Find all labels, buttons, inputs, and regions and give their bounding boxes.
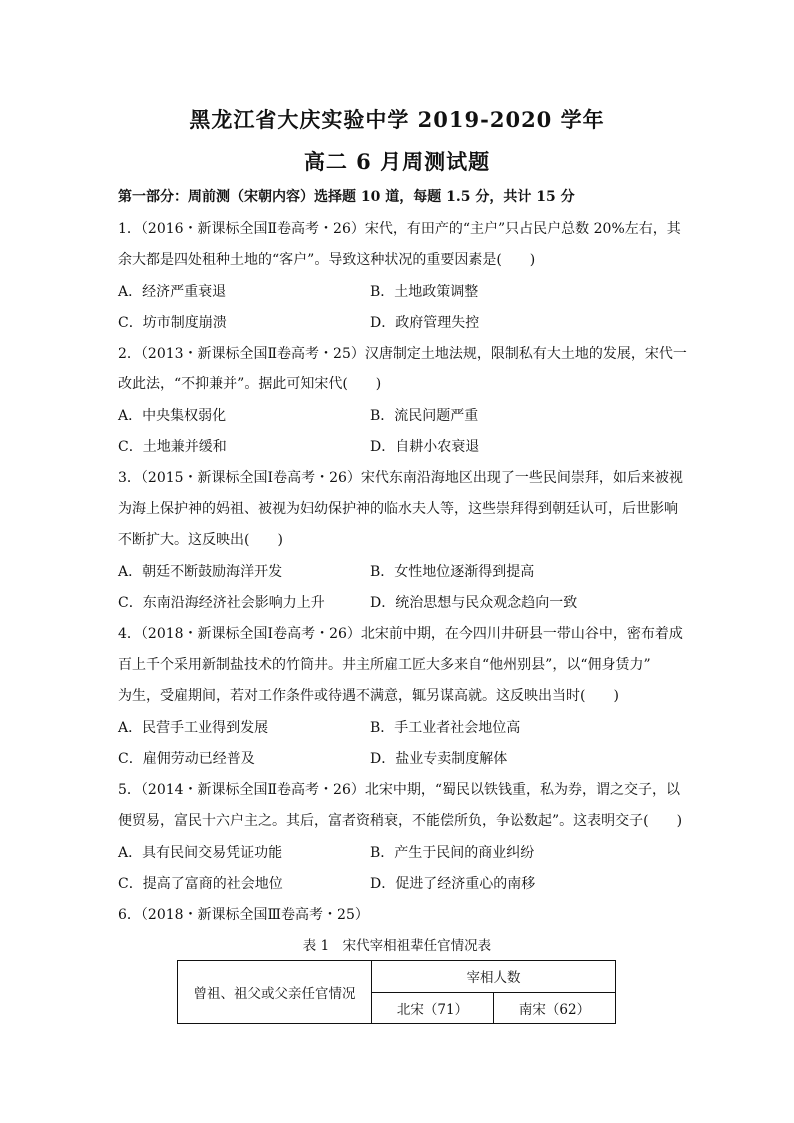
question-2-line-1: 2．（2013・新课标全国Ⅱ卷高考・25）汉唐制定土地法规，限制私有大土地的发展，宋代一 <box>118 346 687 362</box>
question-1-line-1: 1．（2016・新课标全国Ⅱ卷高考・26）宋代，有田产的“主户”只占民户总数 20%左右，其 <box>118 221 681 237</box>
question-1-option-b: B．土地政策调整 <box>370 284 479 300</box>
question-2-option-b: B．流民问题严重 <box>370 408 479 424</box>
question-1-option-c: C．坊市制度崩溃 <box>118 315 227 331</box>
exam-title-line1: 黑龙江省大庆实验中学 2019-2020 学年 <box>189 107 605 132</box>
question-4-line-2: 百上千个采用新制盐技术的竹筒井。井主所雇工匠大多来自“他州别县”，以“佣身赁力” <box>118 657 651 673</box>
question-3-option-d: D．统治思想与民众观念趋向一致 <box>370 595 578 611</box>
table-col-northern-song: 北宋（71） <box>372 992 494 1024</box>
table-group-header: 宰相人数 <box>372 961 616 993</box>
official-ranks-table <box>177 960 616 1024</box>
question-3-line-3: 不断扩大。这反映出( ) <box>118 532 283 548</box>
question-2-option-d: D．自耕小农衰退 <box>370 439 480 455</box>
question-6-line-1: 6．（2018・新课标全国Ⅲ卷高考・25） <box>118 907 369 923</box>
question-2-option-a: A．中央集权弱化 <box>118 408 227 424</box>
question-4-option-b: B．手工业者社会地位高 <box>370 720 521 736</box>
question-3-line-1: 3．（2015・新课标全国Ⅰ卷高考・26）宋代东南沿海地区出现了一些民间崇拜，如后来被视 <box>118 470 683 486</box>
question-1-line-2: 余大都是四处租种土地的“客户”。导致这种状况的重要因素是( ) <box>118 252 536 268</box>
question-4-option-d: D．盐业专卖制度解体 <box>370 751 508 767</box>
question-1-option-a: A．经济严重衰退 <box>118 284 227 300</box>
table-row-header: 曾祖、祖父或父亲任官情况 <box>178 961 372 1024</box>
table-caption: 表 1 宋代宰相祖辈任官情况表 <box>302 938 492 954</box>
exam-title-line2: 高二 6 月周测试题 <box>303 149 491 174</box>
section-heading: 第一部分：周前测（宋朝内容）选择题 10 道，每题 1.5 分，共计 15 分 <box>118 189 575 205</box>
table-col-southern-song: 南宋（62） <box>494 992 616 1024</box>
question-2-line-2: 改此法，“不抑兼并”。据此可知宋代( ) <box>118 376 382 392</box>
question-5-line-2: 便贸易，富民十六户主之。其后，富者资稍衰，不能偿所负，争讼数起”。这表明交子( ) <box>118 813 683 829</box>
question-4-line-1: 4．（2018・新课标全国Ⅰ卷高考・26）北宋前中期，在今四川井研县一带山谷中，密布着成 <box>118 626 683 642</box>
question-3-option-a: A．朝廷不断鼓励海洋开发 <box>118 564 283 580</box>
question-3-option-b: B．女性地位逐渐得到提高 <box>370 564 535 580</box>
question-4-option-c: C．雇佣劳动已经普及 <box>118 751 255 767</box>
question-5-option-b: B．产生于民间的商业纠纷 <box>370 845 535 861</box>
question-5-option-c: C．提高了富商的社会地位 <box>118 876 283 892</box>
question-3-line-2: 为海上保护神的妈祖、被视为妇幼保护神的临水夫人等，这些崇拜得到朝廷认可，后世影响 <box>118 501 678 517</box>
question-4-line-3: 为生，受雇期间，若对工作条件或待遇不满意，辄另谋高就。这反映出当时( ) <box>118 688 619 704</box>
question-5-option-a: A．具有民间交易凭证功能 <box>118 845 283 861</box>
question-1-option-d: D．政府管理失控 <box>370 315 480 331</box>
question-5-line-1: 5．（2014・新课标全国Ⅱ卷高考・26）北宋中期，“蜀民以铁钱重，私为券，谓之交子，以 <box>118 782 681 798</box>
question-3-option-c: C．东南沿海经济社会影响力上升 <box>118 595 325 611</box>
question-4-option-a: A．民营手工业得到发展 <box>118 720 269 736</box>
question-2-option-c: C．土地兼并缓和 <box>118 439 227 455</box>
question-5-option-d: D．促进了经济重心的南移 <box>370 876 536 892</box>
